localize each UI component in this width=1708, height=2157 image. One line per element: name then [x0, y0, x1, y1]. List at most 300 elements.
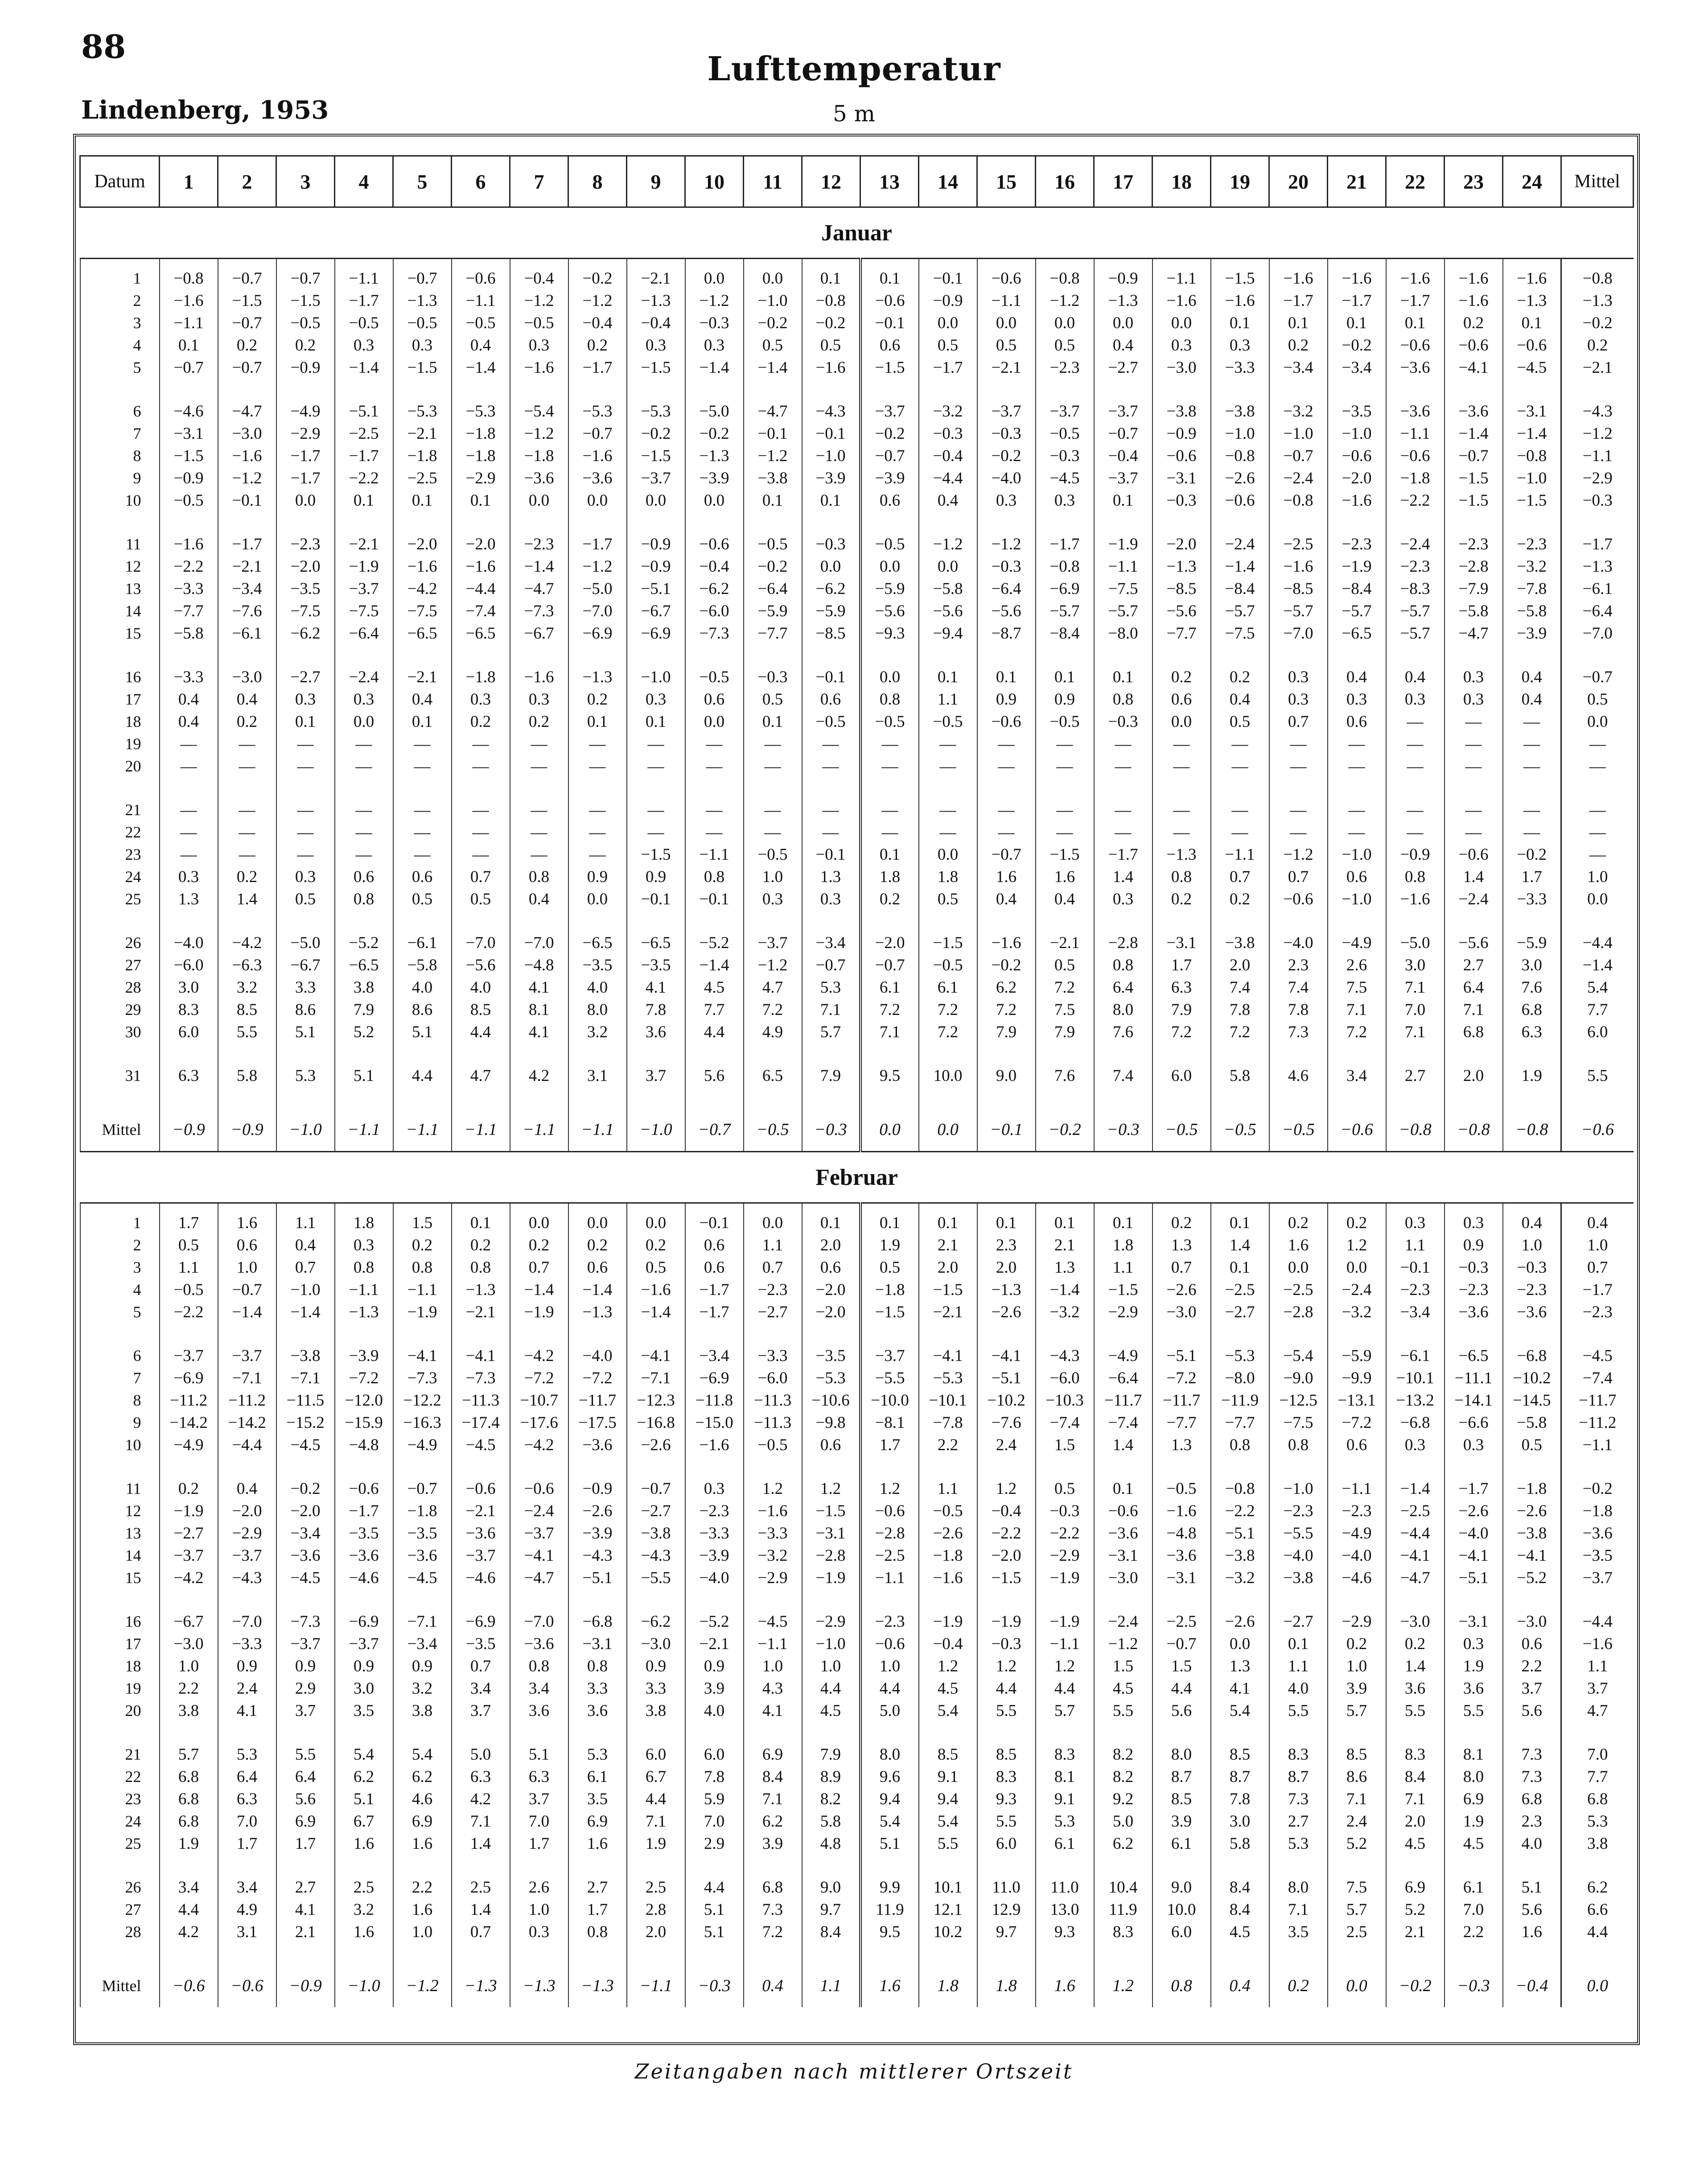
hour-value-cell: 9.3: [1036, 1921, 1094, 1943]
hour-value-cell: 4.2: [510, 1064, 568, 1087]
gap-cell: [919, 511, 977, 533]
daily-mean-cell: −7.4: [1561, 1367, 1634, 1389]
spacer-cell: [744, 1203, 802, 1212]
hour-value-cell: 0.7: [452, 866, 510, 888]
gap-cell: [1386, 644, 1445, 666]
gap-cell: [1036, 1456, 1094, 1477]
hour-value-cell: 0.7: [510, 1256, 568, 1279]
station-label: Lindenberg, 1953: [81, 95, 329, 125]
table-row: [80, 666, 1634, 688]
gap-cell: [1036, 1855, 1094, 1876]
day-cell: 4: [80, 334, 160, 356]
hour-value-cell: 0.2: [1445, 312, 1503, 334]
hour-value-cell: −4.5: [1503, 356, 1561, 379]
hour-value-cell: −0.5: [860, 710, 919, 733]
hour-value-cell: 0.2: [1328, 1212, 1386, 1234]
hour-value-cell: −0.1: [802, 843, 860, 866]
hour-value-cell: −0.1: [802, 422, 860, 445]
hour-value-cell: 6.1: [1152, 1832, 1211, 1855]
hour-value-cell: −3.1: [1152, 467, 1211, 489]
gap-cell: [1094, 1087, 1152, 1108]
hour-value-cell: −0.2: [276, 1477, 335, 1500]
hour-value-cell: −1.9: [393, 1301, 452, 1323]
hour-value-cell: −1.6: [568, 445, 627, 467]
hour-value-cell: —: [744, 799, 802, 821]
hour-value-cell: 5.5: [218, 1021, 276, 1043]
hour-value-cell: −2.6: [1211, 1610, 1269, 1633]
hour-value-cell: 1.1: [919, 688, 977, 710]
hour-value-cell: 10.2: [919, 1921, 977, 1943]
day-cell: 2: [80, 1234, 160, 1256]
hour-value-cell: −7.4: [1094, 1411, 1152, 1434]
gap-cell: [744, 1087, 802, 1108]
hour-value-cell: 7.5: [1036, 998, 1094, 1021]
hour-value-cell: −2.3: [1386, 1279, 1445, 1301]
hour-value-cell: −3.1: [1152, 932, 1211, 954]
hour-value-cell: −3.8: [744, 467, 802, 489]
hour-value-cell: −1.6: [627, 1279, 685, 1301]
gap-cell: [452, 511, 510, 533]
hour-value-cell: −0.5: [452, 312, 510, 334]
hour-value-cell: 7.8: [1269, 998, 1328, 1021]
gap-cell: [1328, 1855, 1386, 1876]
hour-value-cell: 1.0: [802, 1655, 860, 1677]
hour-value-cell: −0.7: [1445, 445, 1503, 467]
hour-value-cell: 7.9: [1036, 1021, 1094, 1043]
hour-value-cell: —: [218, 799, 276, 821]
daily-mean-cell: −7.0: [1561, 622, 1634, 644]
gap-cell: [1211, 1943, 1269, 1964]
hour-value-cell: −1.7: [1269, 289, 1328, 312]
group-gap-row: [80, 1043, 1634, 1064]
hour-value-cell: —: [218, 755, 276, 777]
hour-value-cell: −1.6: [802, 356, 860, 379]
hour-value-cell: 8.6: [1328, 1765, 1386, 1788]
hour-value-cell: 6.9: [1445, 1788, 1503, 1810]
table-row: [80, 1477, 1634, 1500]
daily-mean-cell: 7.7: [1561, 998, 1634, 1021]
hour-value-cell: −1.6: [510, 356, 568, 379]
gap-cell: [744, 1043, 802, 1064]
hour-value-cell: −0.8: [1036, 267, 1094, 289]
hour-value-cell: 1.1: [1269, 1655, 1328, 1677]
hour-value-cell: 0.1: [744, 489, 802, 511]
hour-value-cell: 4.7: [744, 976, 802, 998]
hour-value-cell: —: [568, 733, 627, 755]
hour-value-cell: −1.6: [1503, 267, 1561, 289]
mean-value-cell: 0.0: [1561, 1964, 1634, 2007]
hour-value-cell: 0.1: [802, 267, 860, 289]
hour-value-cell: −1.8: [452, 666, 510, 688]
gap-cell: [160, 1943, 218, 1964]
hour-value-cell: —: [452, 733, 510, 755]
hour-value-cell: −1.7: [335, 289, 393, 312]
gap-cell: [568, 1943, 627, 1964]
table-row: [80, 843, 1634, 866]
gap-cell: [1503, 379, 1561, 400]
hour-value-cell: 0.9: [627, 1655, 685, 1677]
hour-value-cell: −7.5: [335, 600, 393, 622]
hour-value-cell: −11.7: [1094, 1389, 1152, 1411]
hour-value-cell: 0.3: [335, 688, 393, 710]
gap-cell: [510, 910, 568, 932]
hour-value-cell: −13.1: [1328, 1389, 1386, 1411]
hour-value-cell: −3.6: [276, 1544, 335, 1567]
hour-value-cell: 0.2: [218, 710, 276, 733]
hour-value-cell: −0.6: [452, 1477, 510, 1500]
table-row: [80, 489, 1634, 511]
hour-value-cell: −2.5: [335, 422, 393, 445]
hour-value-cell: −2.4: [1386, 533, 1445, 555]
hour-value-cell: 8.2: [802, 1788, 860, 1810]
daily-mean-cell: −1.7: [1561, 1279, 1634, 1301]
gap-cell: [1094, 1456, 1152, 1477]
hour-value-cell: −2.7: [1094, 356, 1152, 379]
group-gap-row: [80, 777, 1634, 799]
hour-value-cell: −3.0: [160, 1633, 218, 1655]
hour-value-cell: 8.5: [452, 998, 510, 1021]
hour-value-cell: 0.3: [1269, 688, 1328, 710]
hour-value-cell: 1.2: [977, 1655, 1036, 1677]
gap-cell: [510, 777, 568, 799]
spacer-cell: [510, 1203, 568, 1212]
gap-cell: [1152, 644, 1211, 666]
hour-value-cell: 6.8: [160, 1788, 218, 1810]
group-gap-row: [80, 1087, 1634, 1108]
gap-cell: [1094, 1855, 1152, 1876]
hour-value-cell: −3.0: [1386, 1610, 1445, 1633]
hour-value-cell: −0.8: [1036, 555, 1094, 577]
gap-cell: [1561, 1722, 1634, 1743]
hour-value-cell: 5.3: [802, 976, 860, 998]
hour-value-cell: 0.3: [1445, 1434, 1503, 1456]
footnote: Zeitangaben nach mittlerer Ortszeit: [634, 2059, 1074, 2083]
hour-value-cell: −4.3: [1036, 1345, 1094, 1367]
gap-cell: [568, 644, 627, 666]
gap-cell: [1152, 1855, 1211, 1876]
hour-value-cell: 8.4: [1211, 1876, 1269, 1898]
hour-value-cell: −3.2: [1328, 1301, 1386, 1323]
hour-value-cell: 2.2: [1503, 1655, 1561, 1677]
hour-value-cell: 5.8: [218, 1064, 276, 1087]
hour-value-cell: 5.8: [1211, 1064, 1269, 1087]
gap-cell: [276, 1722, 335, 1743]
hour-value-cell: 1.2: [744, 1477, 802, 1500]
hour-value-cell: 0.4: [1503, 1212, 1561, 1234]
hour-value-cell: −4.8: [510, 954, 568, 976]
hour-value-cell: −0.1: [218, 489, 276, 511]
mean-value-cell: −1.1: [452, 1108, 510, 1152]
hour-value-cell: 2.9: [685, 1832, 744, 1855]
hour-value-cell: 0.0: [1036, 312, 1094, 334]
hour-value-cell: 6.8: [1445, 1021, 1503, 1043]
hour-value-cell: −0.7: [1152, 1633, 1211, 1655]
hour-value-cell: —: [393, 821, 452, 843]
gap-cell: [1211, 1456, 1269, 1477]
hour-value-cell: 5.4: [335, 1743, 393, 1765]
hour-value-cell: −2.4: [510, 1500, 568, 1522]
hour-value-cell: 12.1: [919, 1898, 977, 1921]
hour-value-cell: −0.6: [335, 1477, 393, 1500]
hour-value-cell: −1.7: [1386, 289, 1445, 312]
hour-value-cell: 1.0: [218, 1256, 276, 1279]
hour-value-cell: 0.9: [218, 1655, 276, 1677]
daily-mean-cell: 0.0: [1561, 888, 1634, 910]
gap-cell: [1152, 379, 1211, 400]
table-row: [80, 1788, 1634, 1810]
hour-value-cell: 7.0: [510, 1810, 568, 1832]
gap-cell: [1269, 1589, 1328, 1610]
hour-value-cell: −1.4: [1036, 1279, 1094, 1301]
hour-value-cell: 0.3: [627, 334, 685, 356]
hour-value-cell: −1.9: [1328, 555, 1386, 577]
hour-value-cell: −3.7: [160, 1544, 218, 1567]
hour-value-cell: −1.5: [860, 356, 919, 379]
hour-value-cell: 0.2: [860, 888, 919, 910]
spacer-cell: [335, 259, 393, 268]
gap-cell: [1152, 1087, 1211, 1108]
header-mittel: Mittel: [1561, 156, 1634, 207]
hour-value-cell: 2.3: [977, 1234, 1036, 1256]
hour-value-cell: —: [1386, 755, 1445, 777]
hour-value-cell: 1.0: [1328, 1655, 1386, 1677]
hour-value-cell: −5.1: [1152, 1345, 1211, 1367]
hour-value-cell: 9.2: [1094, 1788, 1152, 1810]
hour-value-cell: 2.7: [568, 1876, 627, 1898]
hour-value-cell: —: [1503, 733, 1561, 755]
hour-value-cell: −5.7: [1386, 622, 1445, 644]
gap-cell: [1503, 644, 1561, 666]
temperature-table: [79, 155, 1634, 2007]
gap-cell: [977, 1855, 1036, 1876]
hour-value-cell: 0.7: [1211, 866, 1269, 888]
group-gap-row: [80, 644, 1634, 666]
hour-value-cell: —: [1328, 733, 1386, 755]
hour-value-cell: 0.0: [1094, 312, 1152, 334]
hour-value-cell: −4.7: [218, 400, 276, 422]
hour-value-cell: −1.7: [1094, 843, 1152, 866]
hour-value-cell: −1.5: [1036, 843, 1094, 866]
hour-value-cell: −6.7: [510, 622, 568, 644]
day-cell: 28: [80, 1921, 160, 1943]
gap-cell: [685, 1456, 744, 1477]
hour-value-cell: —: [335, 821, 393, 843]
hour-value-cell: 3.3: [568, 1677, 627, 1699]
hour-value-cell: −4.1: [510, 1544, 568, 1567]
spacer-cell: [685, 1203, 744, 1212]
hour-value-cell: 1.1: [919, 1477, 977, 1500]
daily-mean-cell: −2.3: [1561, 1301, 1634, 1323]
hour-value-cell: −3.0: [1152, 356, 1211, 379]
gap-cell: [452, 1589, 510, 1610]
hour-value-cell: 0.9: [335, 1655, 393, 1677]
daily-mean-cell: —: [1561, 733, 1634, 755]
hour-value-cell: 0.5: [1036, 334, 1094, 356]
hour-value-cell: 0.8: [1211, 1434, 1269, 1456]
gap-cell: [1036, 777, 1094, 799]
hour-value-cell: −1.5: [1445, 489, 1503, 511]
hour-value-cell: 0.4: [218, 688, 276, 710]
hour-value-cell: −3.9: [685, 467, 744, 489]
hour-value-cell: —: [1152, 733, 1211, 755]
gap-cell: [919, 1722, 977, 1743]
gap-cell: [977, 379, 1036, 400]
hour-value-cell: −1.7: [1036, 533, 1094, 555]
hour-value-cell: −0.7: [1269, 445, 1328, 467]
hour-value-cell: 5.7: [160, 1743, 218, 1765]
hour-value-cell: 4.4: [802, 1677, 860, 1699]
hour-value-cell: −3.8: [1269, 1567, 1328, 1589]
table-row: [80, 1500, 1634, 1522]
hour-value-cell: −5.3: [802, 1367, 860, 1389]
gap-cell: [1328, 1456, 1386, 1477]
hour-value-cell: −1.4: [335, 356, 393, 379]
gap-cell: [510, 644, 568, 666]
gap-cell: [802, 1943, 860, 1964]
hour-value-cell: —: [744, 821, 802, 843]
gap-cell: [393, 910, 452, 932]
hour-value-cell: 7.5: [1328, 976, 1386, 998]
hour-value-cell: —: [802, 821, 860, 843]
hour-value-cell: 7.2: [1152, 1021, 1211, 1043]
header-hour-5: 5: [393, 156, 452, 207]
hour-value-cell: −11.2: [218, 1389, 276, 1411]
hour-value-cell: 0.4: [919, 489, 977, 511]
hour-value-cell: 1.7: [568, 1898, 627, 1921]
hour-value-cell: 8.9: [802, 1765, 860, 1788]
daily-mean-cell: −4.3: [1561, 400, 1634, 422]
hour-value-cell: 1.4: [1094, 1434, 1152, 1456]
hour-value-cell: 8.0: [860, 1743, 919, 1765]
gap-cell: [1386, 1855, 1445, 1876]
hour-value-cell: 4.5: [1445, 1832, 1503, 1855]
gap-cell: [335, 1722, 393, 1743]
hour-value-cell: 1.4: [452, 1832, 510, 1855]
hour-value-cell: −6.7: [160, 1610, 218, 1633]
day-cell: 7: [80, 422, 160, 445]
hour-value-cell: 0.4: [393, 688, 452, 710]
hour-value-cell: 0.1: [452, 489, 510, 511]
hour-value-cell: 6.1: [860, 976, 919, 998]
hour-value-cell: —: [510, 843, 568, 866]
spacer-cell: [218, 1203, 276, 1212]
hour-value-cell: −5.6: [919, 600, 977, 622]
hour-value-cell: 1.8: [1094, 1234, 1152, 1256]
hour-value-cell: 3.2: [393, 1677, 452, 1699]
hour-value-cell: 6.3: [1503, 1021, 1561, 1043]
spacer-cell: [744, 259, 802, 268]
hour-value-cell: −17.6: [510, 1411, 568, 1434]
hour-value-cell: 7.9: [977, 1021, 1036, 1043]
hour-value-cell: 3.1: [568, 1064, 627, 1087]
gap-cell: [1328, 1943, 1386, 1964]
hour-value-cell: 3.6: [510, 1699, 568, 1722]
hour-value-cell: −0.6: [1503, 334, 1561, 356]
hour-value-cell: 0.3: [510, 688, 568, 710]
hour-value-cell: 0.2: [160, 1477, 218, 1500]
daily-mean-cell: 5.3: [1561, 1810, 1634, 1832]
gap-cell: [1445, 910, 1503, 932]
hour-value-cell: −1.6: [1269, 555, 1328, 577]
hour-value-cell: −0.7: [218, 1279, 276, 1301]
hour-value-cell: 1.6: [1036, 866, 1094, 888]
gap-cell: [1386, 910, 1445, 932]
hour-value-cell: 8.0: [1269, 1876, 1328, 1898]
gap-cell: [452, 1456, 510, 1477]
hour-value-cell: 8.3: [1269, 1743, 1328, 1765]
hour-value-cell: −5.7: [1386, 600, 1445, 622]
hour-value-cell: −6.9: [627, 622, 685, 644]
hour-value-cell: 7.2: [860, 998, 919, 1021]
hour-value-cell: −2.4: [1445, 888, 1503, 910]
spacer-cell: [685, 259, 744, 268]
gap-cell: [860, 1855, 919, 1876]
gap-cell: [919, 910, 977, 932]
hour-value-cell: 0.5: [802, 334, 860, 356]
table-row: [80, 1434, 1634, 1456]
hour-value-cell: −1.7: [276, 445, 335, 467]
hour-value-cell: 0.5: [1503, 1434, 1561, 1456]
hour-value-cell: −0.7: [627, 1477, 685, 1500]
mean-value-cell: −1.0: [335, 1964, 393, 2007]
hour-value-cell: −3.7: [276, 1633, 335, 1655]
gap-cell: [393, 1722, 452, 1743]
hour-value-cell: −11.3: [744, 1411, 802, 1434]
day-cell: 11: [80, 1477, 160, 1500]
hour-value-cell: 6.2: [393, 1765, 452, 1788]
day-cell: 8: [80, 1389, 160, 1411]
hour-value-cell: 1.8: [919, 866, 977, 888]
gap-cell: [276, 644, 335, 666]
gap-cell: [1445, 1943, 1503, 1964]
spacer-cell: [160, 1203, 218, 1212]
hour-value-cell: −0.6: [1094, 1500, 1152, 1522]
gap-cell: [568, 1043, 627, 1064]
hour-value-cell: −3.3: [1503, 888, 1561, 910]
hour-value-cell: 7.1: [627, 1810, 685, 1832]
hour-value-cell: −4.8: [335, 1434, 393, 1456]
hour-value-cell: −7.5: [1094, 577, 1152, 600]
gap-cell: [919, 1087, 977, 1108]
table-row: [80, 954, 1634, 976]
gap-cell: [977, 644, 1036, 666]
gap-cell: [802, 910, 860, 932]
hour-value-cell: 4.6: [393, 1788, 452, 1810]
hour-value-cell: −1.5: [919, 932, 977, 954]
hour-value-cell: 4.0: [1269, 1677, 1328, 1699]
hour-value-cell: −3.5: [568, 954, 627, 976]
hour-value-cell: 0.0: [627, 489, 685, 511]
hour-value-cell: 0.6: [1328, 1434, 1386, 1456]
hour-value-cell: −0.6: [1152, 445, 1211, 467]
hour-value-cell: 3.0: [1386, 954, 1445, 976]
hour-value-cell: −6.9: [568, 622, 627, 644]
hour-value-cell: —: [393, 843, 452, 866]
hour-value-cell: −0.7: [568, 422, 627, 445]
hour-value-cell: 1.3: [802, 866, 860, 888]
hour-value-cell: −3.7: [1094, 400, 1152, 422]
hour-value-cell: −2.6: [568, 1500, 627, 1522]
hour-value-cell: 0.1: [802, 1212, 860, 1234]
hour-value-cell: −3.7: [510, 1522, 568, 1544]
hour-value-cell: −0.2: [1328, 334, 1386, 356]
table-row: [80, 1765, 1634, 1788]
hour-value-cell: −0.7: [218, 312, 276, 334]
hour-value-cell: 3.6: [568, 1699, 627, 1722]
gap-cell: [1328, 910, 1386, 932]
gap-cell: [1561, 1855, 1634, 1876]
daily-mean-cell: −1.1: [1561, 1434, 1634, 1456]
